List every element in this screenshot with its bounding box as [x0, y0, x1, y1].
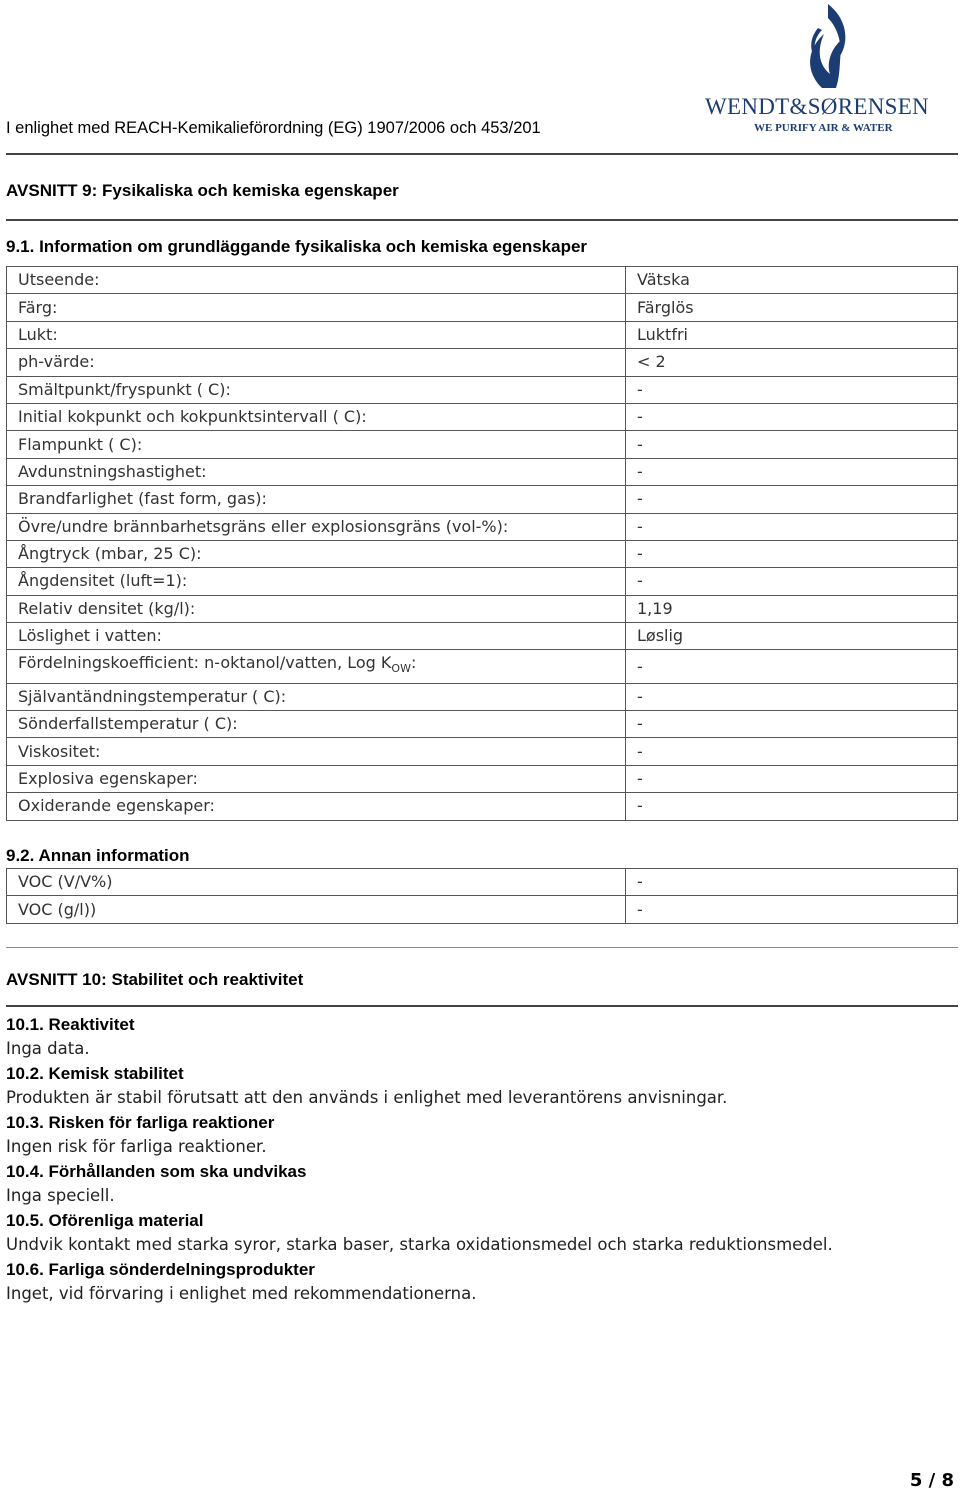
property-label: Viskositet: [7, 738, 626, 765]
properties-table [6, 266, 958, 821]
property-value: - [626, 683, 958, 710]
property-value: 1,19 [626, 595, 958, 622]
table-row [7, 376, 958, 403]
property-label: Relativ densitet (kg/l): [7, 595, 626, 622]
property-value: - [626, 738, 958, 765]
property-value: - [626, 376, 958, 403]
header-divider [6, 153, 958, 155]
property-label: Brandfarlighet (fast form, gas): [7, 486, 626, 513]
table-row [7, 711, 958, 738]
property-value: - [626, 869, 958, 896]
property-value: - [626, 765, 958, 792]
property-label: Övre/undre brännbarhetsgräns eller explosionsgräns (vol-%): [7, 513, 626, 540]
property-value: - [626, 650, 958, 683]
subsection-9-1-title: 9.1. Information om grundläggande fysikaliska och kemiska egenskaper [6, 237, 588, 256]
property-label: Utseende: [7, 267, 626, 294]
table-row [7, 568, 958, 595]
table-row [7, 683, 958, 710]
table-row [7, 623, 958, 650]
property-value: - [626, 431, 958, 458]
property-label: Färg: [7, 294, 626, 321]
property-value: - [626, 711, 958, 738]
property-value: Luktfri [626, 321, 958, 348]
property-label: Sönderfallstemperatur ( C): [7, 711, 626, 738]
property-label: Lukt: [7, 321, 626, 348]
section-9-end-divider [6, 947, 958, 948]
table-row [7, 765, 958, 792]
subsection-text: Produkten är stabil förutsatt att den används i enlighet med leverantörens anvisningar. [6, 1088, 728, 1107]
table-row [7, 431, 958, 458]
subsection-text: Inga data. [6, 1039, 90, 1058]
property-label: Oxiderande egenskaper: [7, 793, 626, 820]
subsection-heading: 10.2. Kemisk stabilitet [6, 1064, 184, 1083]
table-row [7, 738, 958, 765]
section-10-divider [6, 1005, 958, 1007]
table-row [7, 321, 958, 348]
property-value: - [626, 896, 958, 923]
property-label: VOC (g/l)) [7, 896, 626, 923]
subsection-heading: 10.3. Risken för farliga reaktioner [6, 1113, 275, 1132]
property-label: ph-värde: [7, 349, 626, 376]
property-label: Självantändningstemperatur ( C): [7, 683, 626, 710]
table-row [7, 349, 958, 376]
subsection-9-2-title: 9.2. Annan information [6, 846, 190, 865]
company-logo [700, 0, 952, 140]
subsection-heading: 10.4. Förhållanden som ska undvikas [6, 1162, 307, 1181]
property-value: - [626, 513, 958, 540]
logo-wordmark: WENDT&SØRENSEN [705, 94, 929, 119]
property-value: Vätska [626, 267, 958, 294]
property-value: - [626, 568, 958, 595]
property-label: Smältpunkt/fryspunkt ( C): [7, 376, 626, 403]
table-row [7, 486, 958, 513]
property-value: - [626, 540, 958, 567]
property-label: Fördelningskoefficient: n-oktanol/vatten, Log $K_{OW}$: [7, 650, 626, 683]
table-row [7, 595, 958, 622]
other-info-table [6, 868, 958, 924]
property-value: Løslig [626, 623, 958, 650]
table-row [7, 793, 958, 820]
property-value: - [626, 793, 958, 820]
table-row [7, 403, 958, 430]
section-9-divider [6, 219, 958, 221]
table-row [7, 869, 958, 896]
property-value: - [626, 403, 958, 430]
subsection-text: Inga speciell. [6, 1186, 115, 1205]
table-row [7, 650, 958, 683]
subsection-text: Ingen risk för farliga reaktioner. [6, 1137, 267, 1156]
property-value: - [626, 486, 958, 513]
property-label: Ångtryck (mbar, 25 C): [7, 540, 626, 567]
table-row [7, 540, 958, 567]
property-label: Flampunkt ( C): [7, 431, 626, 458]
table-row [7, 513, 958, 540]
regulation-header: I enlighet med REACH-Kemikalieförordning (EG) 1907/2006 och 453/201 [6, 119, 541, 137]
subsection-heading: 10.1. Reaktivitet [6, 1015, 135, 1034]
table-row [7, 294, 958, 321]
page-number: 5 / 8 [909, 1470, 954, 1491]
subsection-text: Undvik kontakt med starka syror, starka baser, starka oxidationsmedel och starka reduktionsmedel. [6, 1235, 833, 1254]
subsection-text: Inget, vid förvaring i enlighet med rekommendationerna. [6, 1284, 477, 1303]
property-value: Färglös [626, 294, 958, 321]
section-9-title: AVSNITT 9: Fysikaliska och kemiska egenskaper [6, 181, 399, 200]
property-value: - [626, 458, 958, 485]
property-label: Initial kokpunkt och kokpunktsintervall ( C): [7, 403, 626, 430]
property-label: Ångdensitet (luft=1): [7, 568, 626, 595]
subsection-heading: 10.6. Farliga sönderdelningsprodukter [6, 1260, 315, 1279]
logo-tagline: WE PURIFY AIR & WATER [754, 122, 893, 134]
table-row [7, 267, 958, 294]
subsection-heading: 10.5. Oförenliga material [6, 1211, 204, 1230]
property-label: Avdunstningshastighet: [7, 458, 626, 485]
table-row [7, 896, 958, 923]
property-label: VOC (V/V%) [7, 869, 626, 896]
table-row [7, 458, 958, 485]
property-value: < 2 [626, 349, 958, 376]
property-label: Explosiva egenskaper: [7, 765, 626, 792]
section-10-title: AVSNITT 10: Stabilitet och reaktivitet [6, 970, 304, 989]
property-label: Löslighet i vatten: [7, 623, 626, 650]
